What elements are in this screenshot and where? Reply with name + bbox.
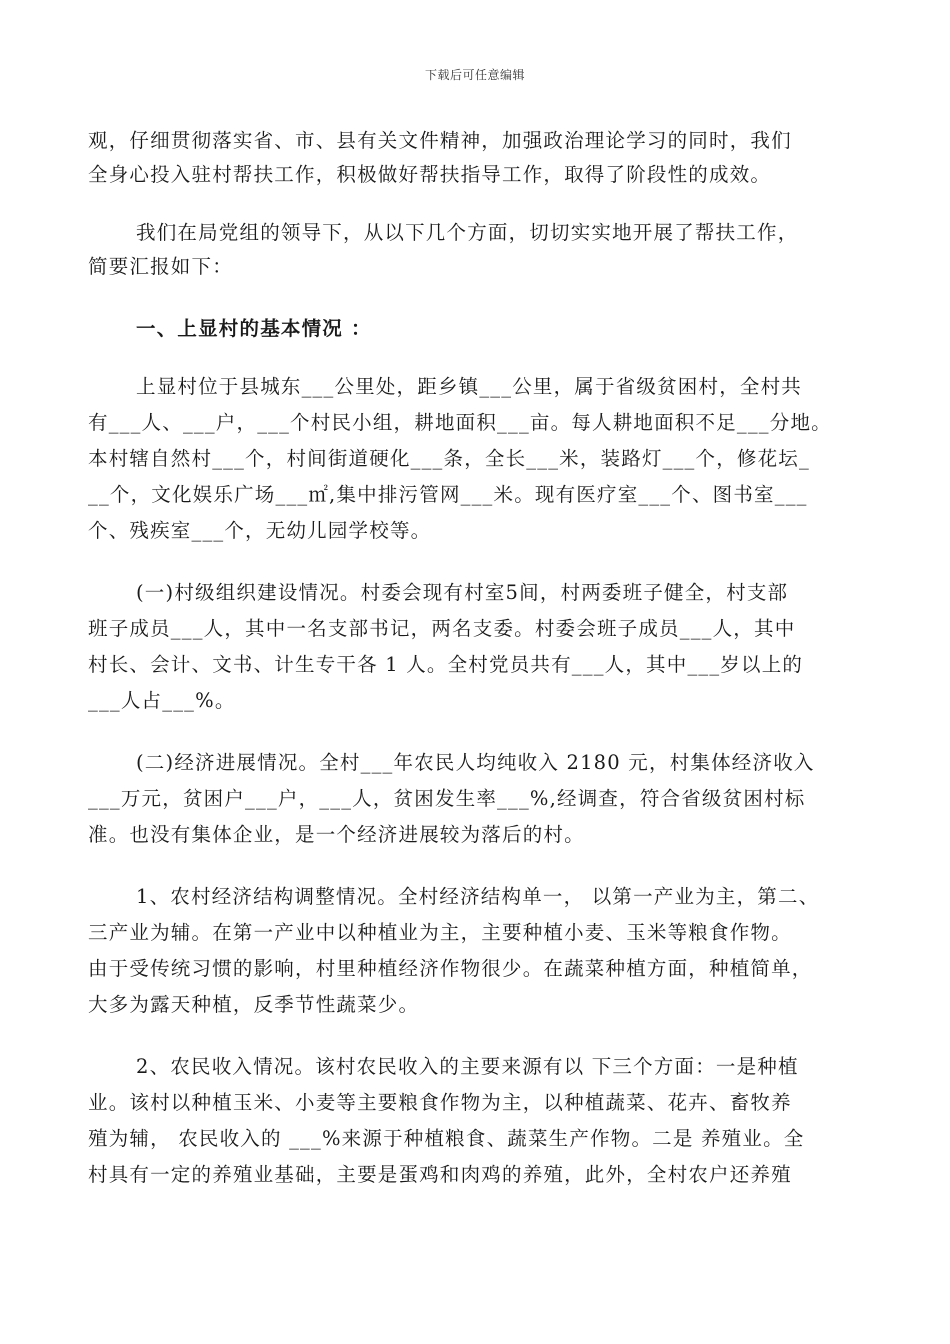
text-line: 由于受传统习惯的影响，村里种植经济作物很少。在蔬菜种植方面，种植简单， xyxy=(88,957,813,980)
text-line: 简要汇报如下： xyxy=(88,255,233,278)
text-line: ___万元，贫困户___户，___人，贫困发生率___%,经调查，符合省级贫困村标 xyxy=(88,787,806,810)
text-line: 上显村位于县城东___公里处，距乡镇___公里，属于省级贫困村，全村共 xyxy=(136,375,803,398)
text-line: 2、农民收入情况。该村农民收入的主要来源有以 下三个方面：一是种植 xyxy=(136,1055,799,1078)
text-line: 业。该村以种植玉米、小麦等主要粮食作物为主，以种植蔬菜、花卉、畜牧养 xyxy=(88,1091,792,1114)
page-header: 下载后可任意编辑 xyxy=(424,68,525,82)
text-line: __个，文化娱乐广场___㎡,集中排污管网___米。现有医疗室___个、图书室___ xyxy=(88,483,808,506)
text-line: 1、农村经济结构调整情况。全村经济结构单一， 以第一产业为主，第二、 xyxy=(136,885,820,908)
text-line: 大多为露天种植，反季节性蔬菜少。 xyxy=(88,993,420,1016)
text-line: 准。也没有集体企业，是一个经济进展较为落后的村。 xyxy=(88,823,585,846)
text-line: 本村辖自然村___个，村间街道硬化___条，全长___米，装路灯___个，修花坛_ xyxy=(88,447,810,470)
text-line: 全身心投入驻村帮扶工作，积极做好帮扶指导工作，取得了阶段性的成效。 xyxy=(88,163,772,186)
text-line: (一)村级组织建设情况。村委会现有村室5间，村两委班子健全，村支部 xyxy=(136,581,789,604)
text-line: 观，仔细贯彻落实省、市、县有关文件精神，加强政治理论学习的同时，我们 xyxy=(88,129,792,152)
section-heading: 一、上显村的基本情况 ： xyxy=(136,317,372,340)
text-line: ___人占___%。 xyxy=(88,689,236,712)
text-line: 班子成员___人，其中一名支部书记，两名支委。村委会班子成员___人，其中 xyxy=(88,617,796,640)
text-line: (二)经济进展情况。全村___年农民人均纯收入 2180 元，村集体经济收入 xyxy=(136,751,815,774)
text-line: 三产业为辅。在第一产业中以种植业为主，主要种植小麦、玉米等粮食作物。 xyxy=(88,921,792,944)
text-line: 有___人、___户，___个村民小组，耕地面积___亩。每人耕地面积不足___分地。 xyxy=(88,411,832,434)
text-line: 村长、会计、文书、计生专干各 1 人。全村党员共有___人，其中___岁以上的 xyxy=(88,653,804,676)
text-line: 村具有一定的养殖业基础，主要是蛋鸡和肉鸡的养殖，此外，全村农户还养殖 xyxy=(88,1163,792,1186)
text-line: 殖为辅， 农民收入的 ___%来源于种植粮食、蔬菜生产作物。二是 养殖业。全 xyxy=(88,1127,805,1150)
text-line: 个、残疾室___个，无幼儿园学校等。 xyxy=(88,519,432,542)
text-line: 我们在局党组的领导下，从以下几个方面，切切实实地开展了帮扶工作， xyxy=(136,221,799,244)
